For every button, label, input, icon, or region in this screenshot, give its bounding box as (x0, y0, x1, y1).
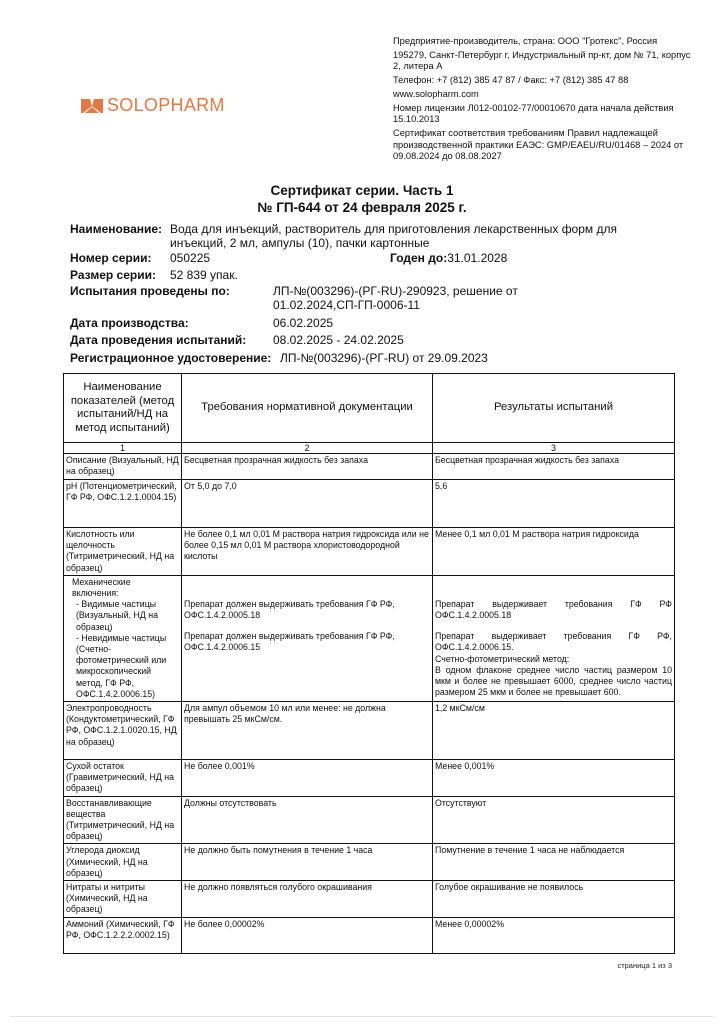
registration-label: Регистрационное удостоверение: (70, 350, 272, 365)
scan-edge-line (10, 1016, 714, 1017)
result-cell: Менее 0,00002% (433, 917, 675, 953)
requirement-cell: Не должно быть помутнения в течение 1 часа (182, 844, 433, 881)
registration-row (70, 351, 670, 365)
requirement-cell: От 5,0 до 7,0 (182, 480, 433, 528)
indicator-cell: Восстанавливающие вещества (Титриметрический, НД на образец) (64, 796, 182, 844)
tests-by-value: ЛП-№(003296)-(РГ-RU)-290923, решение от 01.02.2024,СП-ГП-0006-11 (273, 283, 518, 313)
indicator-cell: Углерода диоксид (Химический, НД на образец) (64, 844, 182, 881)
mech-visible-label: - Видимые частицы (Визуальный, НД на образец) (76, 599, 159, 632)
table-row (64, 480, 675, 528)
indicator-cell: Электропроводность (Кондуктометрический, ГФ РФ, ОФС.1.2.1.0020.15, НД на образец) (64, 702, 182, 760)
table-row-mechanical-inclusions (64, 575, 675, 701)
header-results: Результаты испытаний (433, 374, 675, 443)
manufacturer-line: Предприятие-производитель, страна: ООО "Гротекс", Россия (393, 36, 658, 46)
mech-invisible-label: - Невидимые частицы (Счетно-фотометрический или микроскопический метод, ГФ РФ, ОФС.1.4.2.0006.15) (76, 632, 167, 699)
product-name-row (70, 222, 670, 250)
table-row (64, 796, 675, 844)
result-cell: Бесцветная прозрачная жидкость без запаха (433, 454, 675, 480)
license-line: Номер лицензии Л012-00102-77/00010670 дата начала действия 15.10.2013 (393, 102, 674, 125)
mech-invisible-requirement: Препарат должен выдерживать требования ГФ РФ, ОФС.1.4.2.0006.15 (184, 631, 395, 653)
result-cell: Голубое окрашивание не появилось (433, 881, 675, 918)
requirement-cell (182, 575, 433, 701)
test-date-row (70, 333, 670, 347)
requirement-cell: Не более 0,1 мл 0,01 М раствора натрия гидроксида или не более 0,15 мл 0,01 М раствора хлористоводородной кислоты (182, 528, 433, 576)
table-row (64, 844, 675, 881)
table-row (64, 454, 675, 480)
address-line: 195279, Санкт-Петербург г, Индустриальный пр-кт, дом № 71, корпус 2, литера А (393, 49, 691, 72)
series-size-label: Размер серии: (70, 267, 156, 282)
requirement-cell: Должны отсутствовать (182, 796, 433, 844)
requirement-cell: Не более 0,001% (182, 760, 433, 797)
result-cell: Менее 0,001% (433, 760, 675, 797)
website-line: www.solopharm.com (393, 88, 479, 99)
column-number: 3 (433, 443, 675, 454)
requirement-cell: Не должно появляться голубого окрашивания (182, 881, 433, 918)
column-number: 1 (64, 443, 182, 454)
series-size-value: 52 839 упак. (170, 267, 238, 282)
series-row (70, 251, 670, 265)
table-row (64, 528, 675, 576)
result-cell: 5,6 (433, 480, 675, 528)
company-logo (81, 95, 225, 116)
indicator-cell: Сухой остаток (Гравиметрический, НД на образец) (64, 760, 182, 797)
product-name-label: Наименование: (70, 222, 163, 236)
tests-by-row (70, 284, 670, 312)
expiry-value: 31.01.2028 (447, 251, 508, 266)
indicator-cell: pH (Потенциометрический, ГФ РФ, ОФС.1.2.1.0004.15) (64, 480, 182, 528)
test-date-value: 08.02.2025 - 24.02.2025 (273, 333, 404, 348)
requirement-cell: Не более 0,00002% (182, 917, 433, 953)
manufacturer-info (393, 36, 693, 165)
mech-count-result: В одном флаконе среднее число частиц размером 10 мкм и более не превышает 6000, среднее число частиц размером 25 мкм и более не превышает 600. (435, 664, 672, 698)
test-date-label: Дата проведения испытаний: (70, 333, 247, 348)
phone-line: Телефон: +7 (812) 385 47 87 / Факс: +7 (812) 385 47 88 (393, 75, 629, 86)
result-cell: Помутнение в течение 1 часа не наблюдается (433, 844, 675, 881)
table-row (64, 760, 675, 797)
result-cell: 1,2 мкСм/см (433, 702, 675, 760)
registration-value: ЛП-№(003296)-(РГ-RU) от 29.09.2023 (280, 350, 488, 365)
header-requirements: Требования нормативной документации (182, 374, 433, 443)
mech-method-result: Счетно-фотометрический метод: (435, 653, 570, 664)
series-label: Номер серии: (70, 251, 152, 266)
solopharm-logo-icon (81, 98, 103, 114)
title-line-1: Сертификат серии. Часть 1 (270, 183, 454, 198)
production-date-value: 06.02.2025 (273, 316, 334, 331)
indicator-cell: Аммоний (Химический, ГФ РФ, ОФС.1.2.2.2.0002.15) (64, 917, 182, 953)
test-results-table (63, 373, 675, 954)
column-number: 2 (182, 443, 433, 454)
header-indicator: Наименование показателей (метод испытаний/НД на метод испытаний) (64, 374, 182, 443)
indicator-cell: Кислотность или щелочность (Титриметрический, НД на образец) (64, 528, 182, 576)
logo-text: SOLOPHARM (107, 95, 225, 115)
batch-info (70, 222, 670, 365)
table-row (64, 917, 675, 953)
page-number: страница 1 из 3 (617, 961, 672, 970)
table-row (64, 881, 675, 918)
expiry-label: Годен до: (390, 251, 448, 266)
mech-title: Механические включения: (72, 576, 131, 599)
table-row (64, 702, 675, 760)
indicator-cell (64, 575, 182, 701)
column-number-row (64, 443, 675, 454)
title-line-2: № ГП-644 от 24 февраля 2025 г. (257, 200, 467, 215)
table-header-row (64, 374, 675, 443)
tests-by-label: Испытания проведены по: (70, 283, 230, 298)
product-name-value: Вода для инъекций, растворитель для приготовления лекарственных форм для инъекций, 2 мл, ампулы (10), пачки картонные (170, 222, 617, 251)
result-cell: Отсутствуют (433, 796, 675, 844)
indicator-cell: Описание (Визуальный, НД на образец) (64, 454, 182, 480)
gmp-certificate-line: Сертификат соответствия требованиям Правил надлежащей производственной практики ЕАЭС: GMP/EAEU/RU/01468 – 2024 от 09.08.2024 до 08.08.2027 (393, 128, 684, 162)
mech-visible-result: Препарат выдерживает требования ГФ РФ ОФС.1.4.2.0005.18 (435, 598, 672, 621)
result-cell (433, 575, 675, 701)
production-date-label: Дата производства: (70, 316, 189, 331)
result-cell: Менее 0,1 мл 0,01 М раствора натрия гидроксида (433, 528, 675, 576)
series-size-row (70, 268, 670, 282)
requirement-cell: Бесцветная прозрачная жидкость без запаха (182, 454, 433, 480)
indicator-cell: Нитраты и нитриты (Химический, НД на образец) (64, 881, 182, 918)
production-date-row (70, 316, 670, 330)
series-value: 050225 (170, 251, 211, 266)
mech-visible-requirement: Препарат должен выдерживать требования ГФ РФ, ОФС.1.4.2.0005.18 (184, 598, 395, 621)
mech-invisible-result: Препарат выдерживает требования ГФ РФ, ОФС.1.4.2.0006.15. (435, 631, 672, 653)
document-title (0, 182, 724, 216)
requirement-cell: Для ампул объемом 10 мл или менее: не должна превышать 25 мкСм/см. (182, 702, 433, 760)
